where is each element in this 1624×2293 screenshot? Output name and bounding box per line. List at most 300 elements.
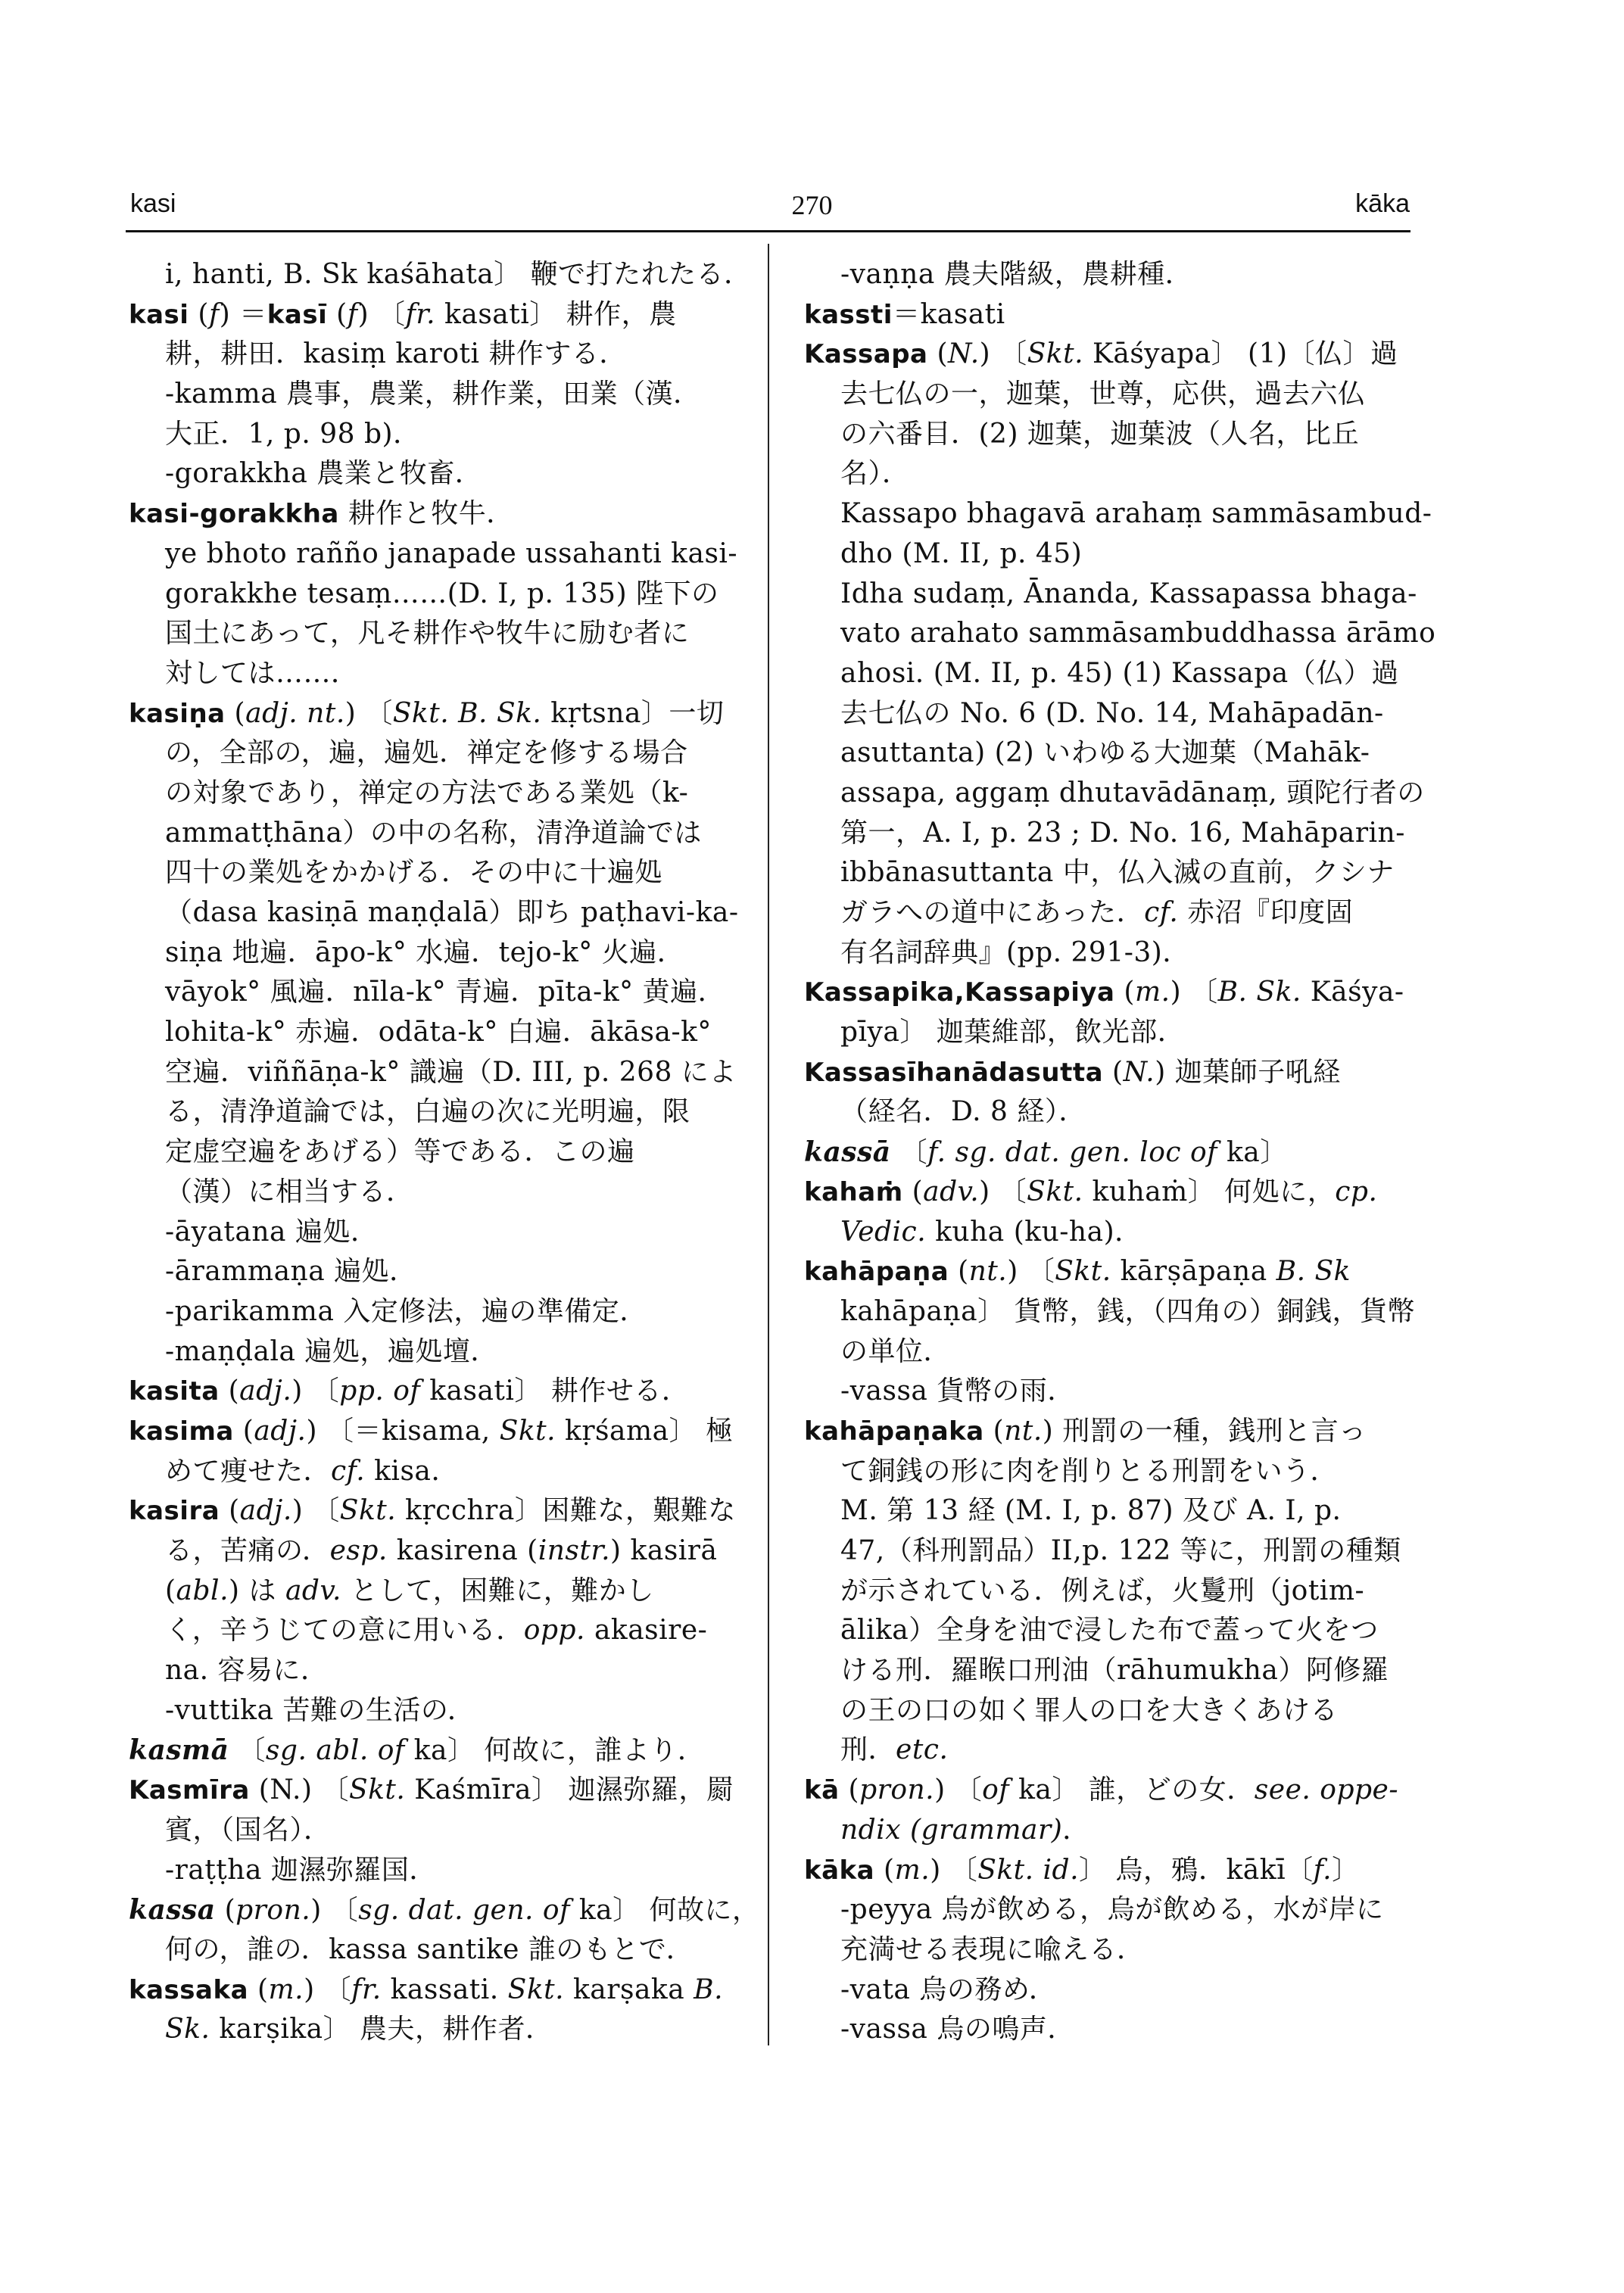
- grammar-abbreviation: Skt.: [1027, 338, 1084, 370]
- entry-continuation-line: [804, 375, 1410, 415]
- grammar-abbreviation: Skt. id.: [977, 1854, 1080, 1886]
- definition-text: の六番目．(2) 迦葉，迦葉波（人名，比丘: [840, 418, 1359, 450]
- entry-continuation-line: [804, 1691, 1410, 1731]
- definition-text: 四十の業処をかかげる．その中に十遍処: [165, 857, 663, 889]
- entry-continuation-line: [804, 1092, 1410, 1132]
- subentry-line: [804, 2010, 1410, 2050]
- definition-text: ammatṭhāna）の中の名称，清浄道論では: [165, 817, 702, 849]
- grammar-abbreviation: f.: [1313, 1854, 1333, 1886]
- definition-text: 耕作と牧牛．: [338, 498, 514, 530]
- entry-headline: [804, 1132, 1410, 1173]
- entry-headline: [129, 1491, 746, 1531]
- definition-text: 〕: [1332, 1854, 1360, 1886]
- definition-text: 空遍．viññāṇa-k° 識遍（D. III, p. 268 によ: [165, 1056, 737, 1088]
- page-number: 270: [791, 190, 833, 220]
- definition-text: (: [327, 298, 348, 330]
- definition-text: M. 第 13 経 (M. I, p. 87) 及び A. I, p.: [840, 1495, 1342, 1527]
- definition-text: 第一，A. I, p. 23 ; D. No. 16, Mahāparin-: [840, 817, 1405, 849]
- subentry-line: [804, 1372, 1410, 1412]
- definition-text: assapa, aggaṃ dhutavādānaṃ, 頭陀行者の: [840, 777, 1425, 808]
- headword: kahāpaṇaka: [804, 1416, 984, 1447]
- definition-text: ka〕: [1217, 1137, 1288, 1169]
- grammar-abbreviation: pron.: [235, 1895, 311, 1927]
- grammar-abbreviation: cf.: [331, 1455, 366, 1487]
- definition-text: 賓，（国名）．: [165, 1814, 332, 1846]
- subentry-line: [804, 1971, 1410, 2011]
- entry-continuation-line: [804, 454, 1410, 494]
- entry-continuation-line: [804, 853, 1410, 893]
- definition-text: -vassa 烏の鳴声．: [840, 2014, 1075, 2045]
- definition-text: -ārammaṇa 遍処．: [165, 1256, 417, 1288]
- entry-continuation-line: [129, 814, 746, 854]
- definition-text: (: [233, 1415, 254, 1447]
- entry-continuation-line: [804, 1572, 1410, 1612]
- entry-continuation-line: [129, 1053, 746, 1093]
- entry-continuation-line: [804, 694, 1410, 734]
- definition-text: ibbānasuttanta 中，仏入滅の直前，クシナ: [840, 857, 1395, 889]
- definition-text: -raṭṭha 迦濕弥羅国．: [165, 1854, 437, 1886]
- grammar-abbreviation: N.: [1123, 1056, 1155, 1088]
- definition-text: kahāpaṇa〕 貨幣，銭，（四角の）銅銭，貨幣: [840, 1295, 1416, 1327]
- grammar-abbreviation: Skt.: [339, 1495, 397, 1527]
- entry-continuation-line: [804, 1611, 1410, 1651]
- definition-text: 大正．1, p. 98 b)．: [165, 418, 421, 450]
- entry-continuation-line: [129, 973, 746, 1013]
- definition-text: (: [874, 1854, 895, 1886]
- entry-continuation-line: [804, 1452, 1410, 1492]
- grammar-abbreviation: nt.: [1004, 1415, 1043, 1447]
- grammar-abbreviation: B.: [694, 1974, 724, 2005]
- headword: kahaṁ: [804, 1176, 903, 1207]
- grammar-abbreviation: see. oppe-: [1254, 1774, 1398, 1806]
- definition-text: Kāśyapa〕 (1)〔仏〕過: [1083, 338, 1398, 370]
- definition-text: i, hanti,: [165, 259, 284, 290]
- definition-text: ) 〔: [357, 298, 406, 330]
- subentry-line: [129, 1292, 746, 1332]
- entry-continuation-line: [129, 1572, 746, 1612]
- definition-text: ガラへの道中にあった．: [840, 897, 1145, 928]
- left-column: [129, 255, 760, 2050]
- headword: kasmā: [129, 1734, 229, 1767]
- definition-text: kārṣāpaṇa: [1111, 1256, 1276, 1288]
- grammar-abbreviation: esp.: [329, 1535, 388, 1566]
- entry-continuation-line: [804, 415, 1410, 455]
- definition-text: kuha (ku-ha)．: [926, 1216, 1142, 1248]
- definition-text: ) 〔: [310, 1895, 359, 1927]
- entry-continuation-line: [129, 654, 746, 694]
- entry-continuation-line: [129, 335, 746, 375]
- definition-text: Kassapo bhagavā arahaṃ sammāsambud-: [840, 498, 1432, 530]
- definition-text: (: [219, 1375, 240, 1407]
- grammar-abbreviation: Skt.: [1055, 1256, 1111, 1288]
- definition-text: -vaṇṇa 農夫階級，農耕種．: [840, 259, 1193, 290]
- entry-continuation-line: [804, 534, 1410, 575]
- definition-text: 有名詞辞典』(pp. 291-3)．: [840, 936, 1190, 968]
- definition-text: -peyya 烏が飲める，烏が飲める，水が岸に: [840, 1894, 1384, 1926]
- grammar-abbreviation: sg. dat. gen. of: [358, 1895, 570, 1927]
- grammar-abbreviation: adj. nt.: [245, 697, 345, 729]
- definition-text: 〔: [229, 1735, 266, 1767]
- entry-continuation-line: [804, 1531, 1410, 1572]
- entry-headline: [129, 694, 746, 734]
- subentry-line: [804, 1890, 1410, 1930]
- headword: kassaka: [129, 1974, 249, 2005]
- definition-text: ye bhoto rañño janapade ussahanti kasi-: [165, 537, 738, 569]
- entry-continuation-line: [804, 774, 1425, 814]
- definition-text: kṛśama〕 極: [556, 1415, 734, 1447]
- grammar-abbreviation: m.: [1134, 977, 1170, 1008]
- definition-text: ) 〔: [291, 1375, 340, 1407]
- entry-headline: [804, 973, 1410, 1013]
- entry-continuation-line: [804, 1731, 1410, 1771]
- definition-text: karṣaka: [564, 1974, 694, 2005]
- running-head-right: kāka: [1355, 189, 1410, 218]
- subentry-line: [129, 1332, 746, 1372]
- definition-text: ka〕 何故に，誰より．: [404, 1735, 706, 1767]
- definition-text: (: [902, 1176, 924, 1207]
- definition-text: ) 〔: [979, 338, 1027, 370]
- entry-continuation-line: [804, 814, 1410, 854]
- definition-text: 耕，耕田．kasiṃ karoti 耕作する．: [165, 338, 627, 370]
- headword: kasi-gorakkha: [129, 499, 339, 530]
- definition-text: kaśāhata〕 鞭で打たれたる．: [357, 259, 752, 290]
- definition-text: ālika）全身を油で浸した布で蓋って火をつ: [840, 1615, 1379, 1647]
- definition-text: -kamma 農事，農業，耕作業，田業（漢．: [165, 379, 701, 410]
- definition-text: て銅銭の形に肉を削りとる刑罰をいう．: [840, 1455, 1339, 1487]
- definition-text: ける刑．羅睺口刑油（rāhumukha）阿修羅: [840, 1655, 1389, 1687]
- definition-text: ) 〔: [344, 697, 393, 729]
- definition-text: ) 〔: [291, 1495, 340, 1527]
- grammar-abbreviation: adv.: [285, 1575, 341, 1606]
- entry-continuation-line: [129, 734, 746, 774]
- entry-continuation-line: [129, 1651, 746, 1691]
- grammar-abbreviation: Skt.: [507, 1974, 565, 2005]
- running-head-left: kasi: [130, 189, 176, 218]
- definition-text: (: [1103, 1056, 1124, 1088]
- entry-continuation-line: [129, 1531, 746, 1572]
- entry-continuation-line: [804, 1213, 1410, 1253]
- definition-text: ahosi. (M. II, p. 45) (1) Kassapa（仏）過: [840, 657, 1399, 689]
- definition-text: (: [220, 1495, 240, 1527]
- grammar-abbreviation: adv.: [923, 1176, 980, 1207]
- headword: Kasmīra: [129, 1775, 250, 1806]
- subentry-line: [129, 1691, 746, 1731]
- grammar-abbreviation: f: [347, 298, 358, 330]
- definition-text: ．: [1062, 1814, 1090, 1846]
- definition-text: (: [839, 1774, 860, 1806]
- definition-text: kasati〕 耕作，農: [435, 298, 677, 330]
- definition-text: ) 〔: [304, 1974, 352, 2005]
- definition-text: の対象であり，禅定の方法である業処（k-: [165, 777, 689, 808]
- definition-text: 何の，誰の．kassa santike 誰のもとで．: [165, 1933, 694, 1965]
- entry-headline: [804, 295, 1410, 335]
- headword: kasi: [129, 299, 189, 330]
- definition-text: る，苦痛の．: [165, 1535, 330, 1566]
- definition-text: kṛtsna〕一切: [541, 697, 725, 729]
- headword: Kassapa: [804, 339, 928, 370]
- definition-text: na. 容易に．: [165, 1655, 329, 1687]
- definition-text: として，困難に，難かし: [341, 1575, 654, 1606]
- definition-text: (: [1114, 977, 1135, 1008]
- definition-text: ) は: [229, 1575, 285, 1606]
- entry-headline: [804, 1053, 1410, 1093]
- definition-text: 定虚空遍をあげる）等である．この遍: [165, 1136, 635, 1168]
- entry-continuation-line: [129, 1132, 746, 1173]
- entry-continuation-line: [129, 1811, 746, 1851]
- grammar-abbreviation: B. Sk: [1276, 1256, 1351, 1288]
- definition-text: （dasa kasiṇā maṇḍalā）即ち paṭhavi-ka-: [165, 897, 739, 928]
- grammar-abbreviation: Sk.: [165, 2014, 210, 2045]
- definition-text: ) ＝: [219, 298, 267, 330]
- definition-text: vāyok° 風遍．nīla-k° 青遍．pīta-k° 黄遍．: [165, 977, 726, 1008]
- header-rule: [126, 230, 1410, 232]
- entry-continuation-line: [129, 853, 746, 893]
- headword: kassti: [804, 299, 893, 330]
- grammar-abbreviation: Skt. B. Sk.: [392, 697, 542, 729]
- definition-text: く，辛うじての意に用いる．: [165, 1615, 524, 1647]
- entry-headline: [129, 295, 746, 335]
- definition-text: の，全部の，遍，遍処．禅定を修する場合: [165, 737, 688, 769]
- subentry-line: [129, 1252, 746, 1292]
- definition-text: 去七仏の No. 6 (D. No. 14, Mahāpadān-: [840, 697, 1384, 729]
- headword: kasita: [129, 1376, 220, 1407]
- definition-text: 対しては……．: [165, 657, 359, 689]
- definition-text: (: [189, 298, 209, 330]
- headword: Kassapika,Kassapiya: [804, 977, 1115, 1008]
- entry-headline: [129, 1412, 746, 1452]
- entry-continuation-line: [129, 255, 752, 295]
- definition-text: 〔: [890, 1137, 928, 1169]
- definition-text: ) 刑罰の一種，銭刑と言っ: [1042, 1415, 1367, 1447]
- headword: kassā: [804, 1136, 891, 1169]
- subentry-line: [804, 255, 1410, 295]
- definition-text: (: [225, 697, 246, 729]
- definition-text: dho (M. II, p. 45): [840, 537, 1083, 569]
- definition-text: ) 迦葉師子吼経: [1155, 1056, 1341, 1088]
- definition-text: ) 〔＝kisama,: [306, 1415, 500, 1447]
- entry-headline: [129, 1372, 746, 1412]
- definition-text: akasire-: [585, 1615, 708, 1647]
- grammar-abbreviation: f: [208, 298, 220, 330]
- grammar-abbreviation: adj.: [239, 1495, 292, 1527]
- definition-text: 名）．: [840, 458, 910, 490]
- headword: kā: [804, 1775, 840, 1806]
- definition-text: kasirena (: [387, 1535, 538, 1566]
- entry-continuation-line: [129, 1013, 746, 1053]
- entry-continuation-line: [804, 494, 1432, 534]
- grammar-abbreviation: fr.: [351, 1974, 382, 2005]
- definition-text: 去七仏の一，迦葉，世尊，応供，過去六仏: [840, 379, 1366, 410]
- definition-text: -parikamma 入定修法，遍の準備定．: [165, 1295, 647, 1327]
- entry-continuation-line: [804, 893, 1410, 933]
- definition-text: (: [165, 1575, 176, 1606]
- entry-continuation-line: [129, 1452, 746, 1492]
- entry-continuation-line: [804, 1811, 1410, 1851]
- entry-continuation-line: [129, 893, 746, 933]
- entry-continuation-line: [129, 2010, 746, 2050]
- definition-text: 国土にあって，凡そ耕作や牧牛に励む者に: [165, 618, 690, 650]
- grammar-abbreviation: m.: [894, 1854, 930, 1886]
- definition-text: ) 〔: [934, 1774, 983, 1806]
- headword: Kassasīhanādasutta: [804, 1057, 1104, 1088]
- definition-text: (N.) 〔: [249, 1774, 349, 1806]
- grammar-abbreviation: sg. abl. of: [265, 1735, 405, 1767]
- entry-continuation-line: [804, 654, 1410, 694]
- definition-text: -āyatana 遍処．: [165, 1216, 379, 1248]
- entry-headline: [804, 335, 1410, 375]
- grammar-abbreviation: B. Sk.: [1217, 977, 1301, 1008]
- entry-continuation-line: [804, 1930, 1410, 1971]
- entry-continuation-line: [804, 1332, 1410, 1372]
- entry-continuation-line: [804, 1013, 1410, 1053]
- entry-continuation-line: [804, 734, 1410, 774]
- entry-headline: [129, 1971, 746, 2011]
- entry-continuation-line: [804, 933, 1410, 974]
- definition-text: ) 〔: [979, 1176, 1027, 1207]
- definition-text: -maṇḍala 遍処，遍処壇．: [165, 1335, 498, 1367]
- entry-continuation-line: [804, 1292, 1416, 1332]
- definition-text: (: [983, 1415, 1005, 1447]
- definition-text: lohita-k° 赤遍．odāta-k° 白遍．ākāsa-k°: [165, 1017, 712, 1048]
- definition-text: vato arahato sammāsambuddhassa ārāmo: [840, 618, 1436, 650]
- definition-text: (: [215, 1895, 236, 1927]
- definition-text: kuhaṁ〕 何処に，: [1083, 1176, 1336, 1207]
- entry-headline: [129, 1890, 760, 1930]
- entry-continuation-line: [129, 933, 746, 974]
- entry-continuation-line: [129, 774, 746, 814]
- entry-continuation-line: [129, 1930, 746, 1971]
- definition-text: ka〕 誰，どの女．: [1009, 1774, 1255, 1806]
- definition-text: Kaśmīra〕 迦濕弥羅，罽: [405, 1774, 734, 1806]
- entry-continuation-line: [129, 1173, 746, 1213]
- subentry-line: [129, 1213, 746, 1253]
- entry-continuation-line: [804, 1651, 1410, 1691]
- definition-text: 〕 烏，鴉．kākī〔: [1079, 1854, 1314, 1886]
- definition-text: の単位．: [840, 1335, 952, 1367]
- entry-continuation-line: [804, 1491, 1410, 1531]
- definition-text: Idha sudaṃ, Ānanda, Kassapassa bhaga-: [840, 578, 1417, 609]
- subentry-line: [129, 375, 746, 415]
- entry-headline: [129, 1771, 746, 1811]
- definition-text: karṣika〕 農夫，耕作者．: [210, 2014, 553, 2045]
- definition-text: kassati.: [381, 1974, 508, 2005]
- definition-text: ) 〔: [1170, 977, 1218, 1008]
- entry-headline: [804, 1771, 1410, 1811]
- grammar-abbreviation: f. sg. dat. gen. loc of: [927, 1137, 1218, 1169]
- entry-continuation-line: [129, 575, 746, 615]
- grammar-abbreviation: Skt.: [348, 1774, 406, 1806]
- definition-text: ka〕 何故に，: [569, 1895, 760, 1927]
- entry-continuation-line: [129, 415, 746, 455]
- definition-text: -vassa 貨幣の雨．: [840, 1375, 1075, 1407]
- definition-text: kṛcchra〕困難な，艱難な: [396, 1495, 736, 1527]
- grammar-abbreviation: abl.: [176, 1575, 229, 1606]
- definition-text: -vata 烏の務め．: [840, 1974, 1057, 2005]
- headword: kasima: [129, 1416, 234, 1447]
- grammar-abbreviation: nt.: [968, 1256, 1008, 1288]
- grammar-abbreviation: pron.: [859, 1774, 935, 1806]
- grammar-abbreviation: Skt.: [499, 1415, 556, 1447]
- subentry-line: [129, 454, 746, 494]
- entry-headline: [804, 1173, 1410, 1213]
- grammar-abbreviation: of: [982, 1774, 1010, 1806]
- entry-headline: [129, 1731, 746, 1771]
- definition-text: めて痩せた．: [165, 1455, 332, 1487]
- definition-text: kasati〕 耕作せる．: [420, 1375, 690, 1407]
- grammar-abbreviation: instr.: [538, 1535, 611, 1566]
- definition-text: （経名．D. 8 経）．: [840, 1096, 1086, 1128]
- grammar-abbreviation: N.: [948, 338, 980, 370]
- grammar-abbreviation: etc.: [896, 1734, 949, 1766]
- entry-continuation-line: [129, 614, 746, 654]
- definition-text: 充満せる表現に喩える．: [840, 1933, 1145, 1965]
- definition-text: ) kasirā: [610, 1535, 718, 1566]
- grammar-abbreviation: adj.: [254, 1415, 307, 1447]
- grammar-abbreviation: m.: [268, 1974, 304, 2005]
- definition-text: Kāśya-: [1301, 977, 1404, 1008]
- grammar-abbreviation: Vedic.: [840, 1216, 927, 1248]
- definition-text: の王の口の如く罪人の口を大きくあける: [840, 1694, 1339, 1726]
- entry-continuation-line: [129, 1611, 746, 1651]
- definition-text: B. Sk: [283, 259, 358, 290]
- subentry-line: [129, 1851, 746, 1891]
- definition-text: -gorakkha 農業と牧畜．: [165, 458, 483, 490]
- definition-text: が示されている．例えば，火鬘刑（jotim-: [840, 1575, 1365, 1606]
- grammar-abbreviation: Skt.: [1027, 1176, 1083, 1207]
- headword: kasira: [129, 1496, 220, 1527]
- grammar-abbreviation: cp.: [1335, 1176, 1378, 1207]
- definition-text: （漢）に相当する．: [165, 1176, 414, 1207]
- definition-text: (: [949, 1256, 969, 1288]
- entry-continuation-line: [129, 1092, 746, 1132]
- definition-text: (: [927, 338, 948, 370]
- definition-text: ) 〔: [1007, 1256, 1055, 1288]
- headword: kasī: [267, 299, 328, 330]
- grammar-abbreviation: pp. of: [339, 1375, 421, 1407]
- definition-text: gorakkhe tesaṃ……(D. I, p. 135) 陛下の: [165, 578, 719, 609]
- definition-text: ) 〔: [930, 1854, 978, 1886]
- entry-headline: [804, 1412, 1410, 1452]
- entry-continuation-line: [804, 614, 1436, 654]
- grammar-abbreviation: adj.: [239, 1375, 292, 1407]
- definition-text: asuttanta) (2) いわゆる大迦葉（Mahāk-: [840, 737, 1370, 769]
- definition-text: kisa.: [365, 1455, 441, 1487]
- entry-continuation-line: [804, 575, 1417, 615]
- grammar-abbreviation: opp.: [523, 1615, 585, 1647]
- definition-text: 刑．: [840, 1734, 896, 1766]
- definition-text: 47,（科刑罰品）II,p. 122 等に，刑罰の種類: [840, 1535, 1401, 1566]
- definition-text: 赤沼『印度固: [1178, 897, 1354, 928]
- column-divider: [768, 244, 769, 2045]
- right-column: [804, 255, 1436, 2050]
- definition-text: (: [248, 1974, 269, 2005]
- definition-text: pīya〕 迦葉維部，飲光部．: [840, 1017, 1186, 1048]
- headword: kassa: [129, 1894, 216, 1927]
- headword: kāka: [804, 1855, 875, 1886]
- definition-text: ＝kasati: [892, 298, 1005, 330]
- definition-text: siṇa 地遍．āpo-k° 水遍．tejo-k° 火遍．: [165, 936, 685, 968]
- grammar-abbreviation: fr.: [405, 298, 436, 330]
- entry-headline: [804, 1252, 1410, 1292]
- headword: kasiṇa: [129, 698, 226, 729]
- entry-headline: [129, 494, 746, 534]
- entry-headline: [804, 1851, 1410, 1891]
- entry-continuation-line: [129, 534, 746, 575]
- definition-text: る，清浄道論では，白遍の次に光明遍，限: [165, 1096, 690, 1128]
- grammar-abbreviation: ndix (grammar): [840, 1814, 1063, 1846]
- headword: kahāpaṇa: [804, 1257, 949, 1288]
- grammar-abbreviation: cf.: [1144, 897, 1179, 928]
